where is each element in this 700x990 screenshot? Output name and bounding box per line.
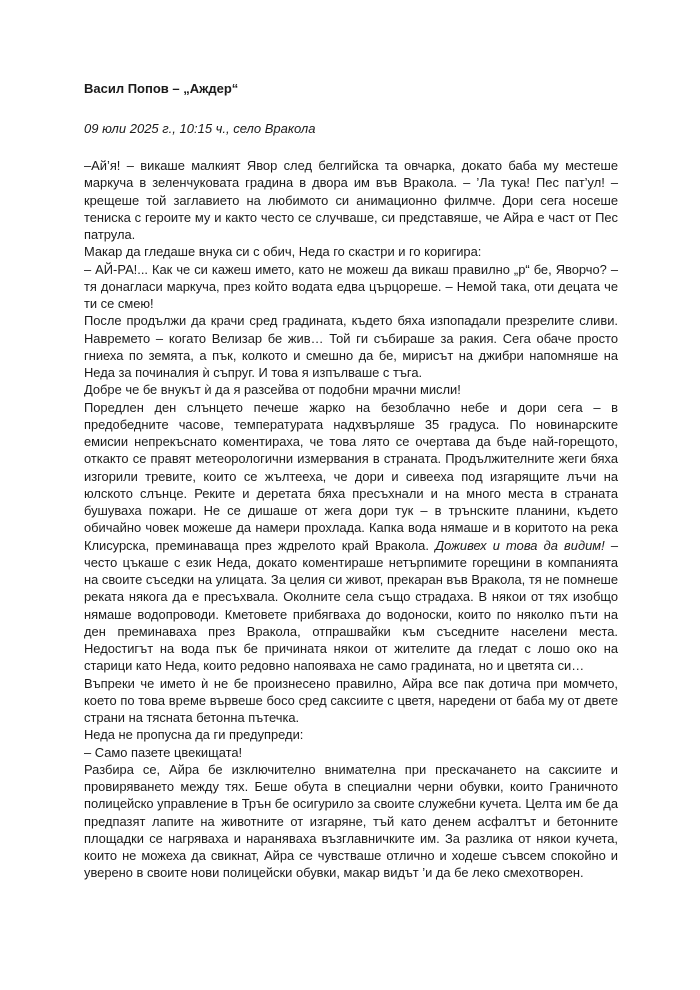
paragraph-6-continued: – често цъкаше с език Неда, докато коментираше нетърпимите горещини в компанията на своите съседки на улицата. За целия си живот, прекаран във Вракола, тя не помнеше реката някога да е пресъхвала. Околните села също страдаха. В някои от тях изобщо нямаше водопроводи. Кметовете прибягваха до водоноски, които по няколко пъти на ден преминаваха през Вракола, отпрашвайки към съседните населени места. Недостигът на вода пък бе причината някои от жителите да гледат с лошо око на старици като Неда, които редовно напояваха не само градината, но и цветята си… — [84, 537, 618, 674]
paragraph-6-text: Поредлен ден слънцето печеше жарко на безоблачно небе и дори сега – в предобедните часове, температурата надхвърляше 35 градуса. По новинарските емисии непрекъснато коментираха, че това лято се очертава да бъде най-горещото, откакто се правят метеорологични измервания в страната. Продължителните жеги бяха изгорили тревите, които се жълтееха, че дори и сивееха под изгарящите лъчи на юлското слънце. Реките и деретата бяха пресъхнали и на много места в страната бушуваха пожари. Не се дишаше от жега дори тук – в трънските планини, където обичайно човек можеше да намери прохлада. Капка вода нямаше и в коритото на река Клисурска, преминаваща през ждрелото край Вракола. — [84, 399, 618, 553]
document-title: Васил Попов – „Аждер“ — [84, 81, 239, 96]
paragraph-9: – Само пазете цвекищата! — [84, 744, 243, 760]
paragraph-8: Неда не пропусна да ги предупреди: — [84, 727, 304, 743]
paragraph-5: Добре че бе внукът ѝ да я разсейва от подобни мрачни мисли! — [84, 382, 461, 398]
document-body — [84, 157, 618, 882]
paragraph-6-emphasis: Доживех и това да видим! — [435, 537, 605, 553]
paragraph-3: – АЙ-РА!... Как че си кажеш името, като не можеш да викаш правилно „р“ бе, Яворчо? – тя донагласи маркуча, през който водата едва църцореше. – Немой така, оти децата че ти се смею! — [84, 261, 618, 311]
paragraph-10: Разбира се, Айра бе изключително внимателна при прескачането на саксиите и провиряването между тях. Беше обута в специални черни обувки, които Граничното полицейско управление в Трън бе осигурило за своите служебни кучета. Целта им бе да предпазят лапите на животните от изгаряне, тъй като денем асфалтът и бетонните площадки се нагряваха и наранявaха възглавничките им. За разлика от някои кучета, които не можеха да свикнат, Айра се чувстваше отлично и ходеше съвсем спокойно и уверено в своите нови полицейски обувки, макар видът ’и да бе леко смехотворен. — [84, 761, 618, 881]
document-dateline: 09 юли 2025 г., 10:15 ч., село Вракола — [84, 121, 316, 136]
paragraph-6 — [84, 399, 618, 675]
paragraph-4: После продължи да крачи сред градината, където бяха изпопадали презрелите сливи. Навремето – когато Велизар бе жив… Той ги събираше за ракия. Сега обаче просто гниеха по земята, а пък, колкото и смешно да бе, мирисът на джибри напомняше на Неда за починалия ѝ съпруг. И това я изпълваше с тъга. — [84, 313, 618, 380]
paragraph-7: Въпреки че името ѝ не бе произнесено правилно, Айра все пак дотича при момчето, което по това време вървеше босо сред саксиите с цветя, наредени от баба му от двете страни на тясната бетонна пътечка. — [84, 675, 618, 725]
paragraph-2: Макар да гледаше внука си с обич, Неда го скастри и го коригира: — [84, 244, 482, 260]
paragraph-1: –Ай’я! – викаше малкият Явор след белгийска та овчарка, докато баба му местеше маркуча в зеленчуковата градина в двора им във Вракола. – ’Ла тука! Пес пат’ул! – крещеше той заглавието на любимото си анимационно филмче. Дори сега носеше тениска с героите му и както често се случваше, си представяше, че Айра е част от Пес патрула. — [84, 158, 618, 242]
